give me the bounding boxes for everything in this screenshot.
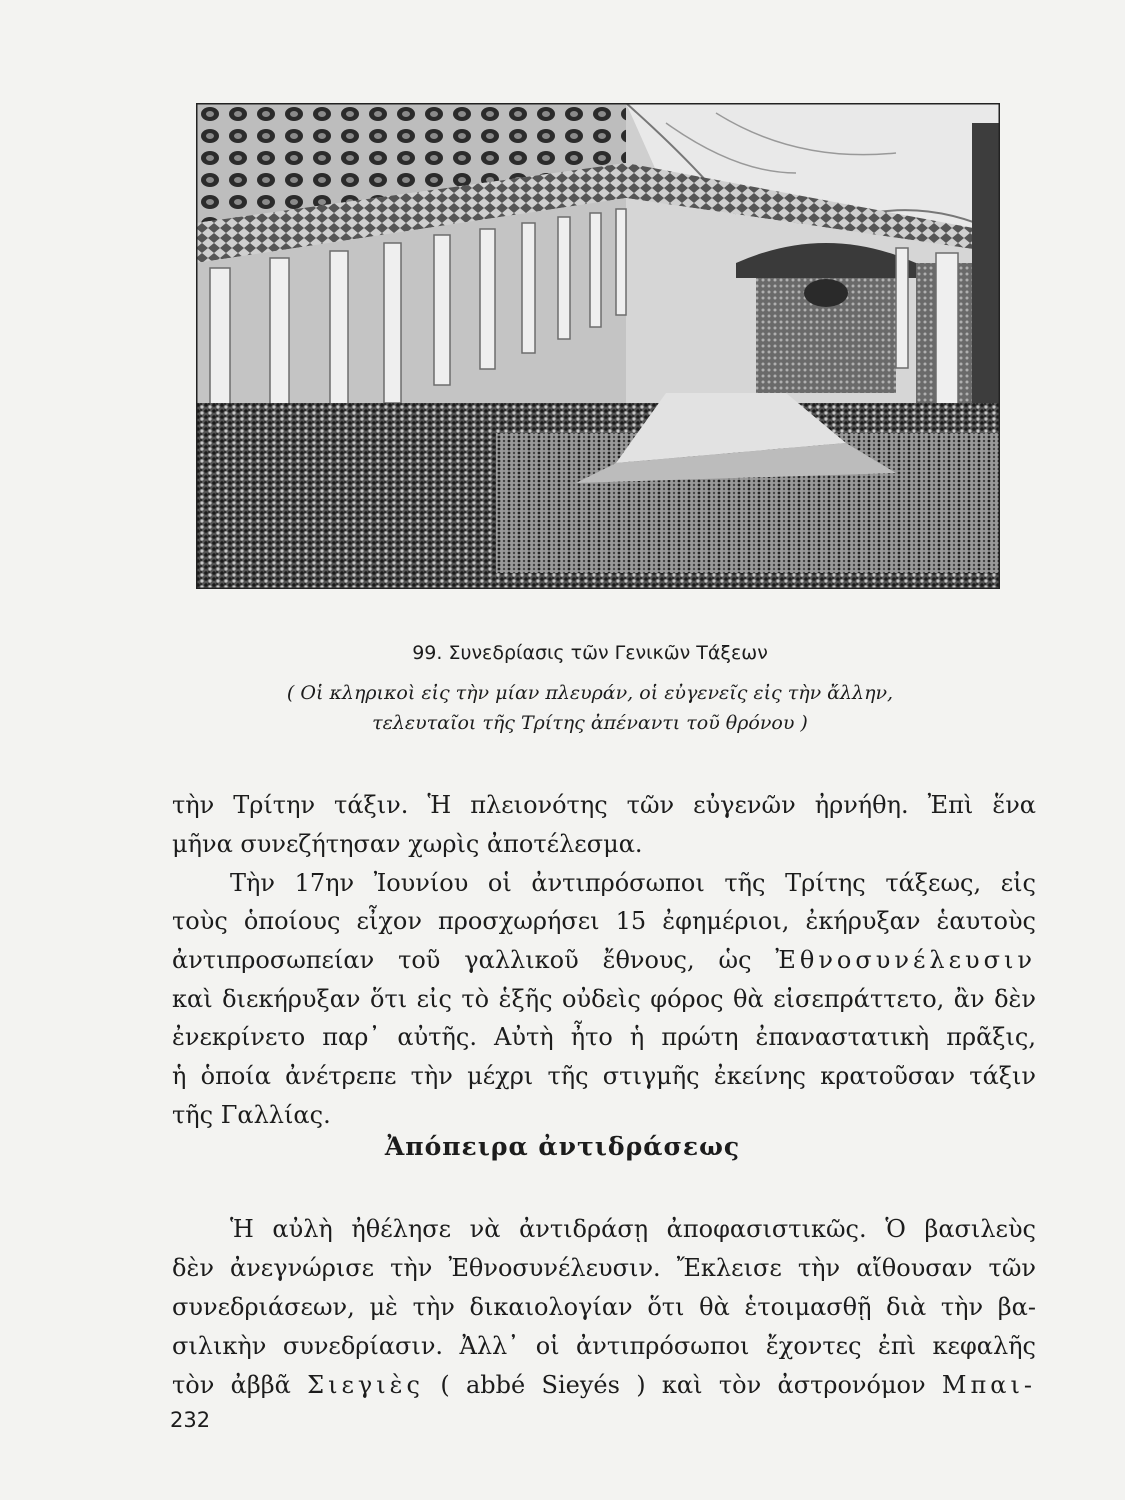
- text-line: ἐνεκρίνετο παρ᾽ αὐτῆς. Αὐτὴ ἦτο ἡ πρώτη ἐπαναστατικὴ πρᾶξις,: [172, 1023, 1036, 1051]
- text-line: συνεδριάσεων, μὲ τὴν δικαιολογίαν ὅτι θὰ ἑτοιμασθῇ διὰ τὴν βα-: [172, 1293, 1036, 1321]
- text-line: τῆς Γαλλίας.: [172, 1101, 331, 1129]
- engraving-illustration: [196, 103, 1000, 589]
- page-number: 232: [170, 1408, 211, 1432]
- figure-caption-line: τελευταῖοι τῆς Τρίτης ἀπέναντι τοῦ θρόνου ): [372, 712, 808, 734]
- text-line: μῆνα συνεζήτησαν χωρὶς ἀποτέλεσμα.: [172, 830, 643, 858]
- text-line: σιλικὴν συνεδρίασιν. Ἀλλ᾽ οἱ ἀντιπρόσωποι ἔχοντες ἐπὶ κεφαλῆς: [172, 1332, 1036, 1360]
- figure-caption-title: 99. Συνεδρίασις τῶν Γενικῶν Τάξεων: [412, 642, 768, 664]
- text-line: Τὴν 17ην Ἰουνίου οἱ ἀντιπρόσωποι τῆς Τρίτης τάξεως, εἰς: [230, 869, 1036, 897]
- text-span: ἀντιπροσωπείαν τοῦ γαλλικοῦ ἔθνους, ὡς: [172, 946, 776, 974]
- text-line: καὶ διεκήρυξαν ὅτι εἰς τὸ ἑξῆς οὐδεὶς φόρος θὰ εἰσεπράττετο, ἂν δὲν: [172, 985, 1036, 1013]
- text-line: Ἡ αὐλὴ ἠθέλησε νὰ ἀντιδράσῃ ἀποφασιστικῶς. Ὁ βασιλεὺς: [230, 1215, 1036, 1243]
- figure-caption-line: ( Οἱ κληρικοὶ εἰς τὴν μίαν πλευράν, οἱ εὐγενεῖς εἰς τὴν ἄλλην,: [286, 682, 894, 704]
- text-span: τὸν ἀββᾶ: [172, 1371, 308, 1399]
- text-line: δὲν ἀνεγνώρισε τὴν Ἐθνοσυνέλευσιν. Ἔκλεισε τὴν αἴθουσαν τῶν: [172, 1254, 1036, 1282]
- text-line: [172, 1370, 1036, 1400]
- text-span: ( abbé Sieyés ) καὶ τὸν ἀστρονόμον: [424, 1371, 942, 1399]
- text-line: ἡ ὁποία ἀνέτρεπε τὴν μέχρι τῆς στιγμῆς ἐκείνης κρατοῦσαν τάξιν: [172, 1062, 1036, 1090]
- text-line: τὴν Τρίτην τάξιν. Ἡ πλειονότης τῶν εὐγενῶν ἠρνήθη. Ἐπὶ ἕνα: [172, 791, 1036, 819]
- emphasized-term: Ἐθνοσυνέλευσιν: [775, 946, 1036, 974]
- text-line: τοὺς ὁποίους εἶχον προσχωρήσει 15 ἐφημέριοι, ἐκήρυξαν ἑαυτοὺς: [172, 907, 1036, 935]
- emphasized-term: Μπαι-: [941, 1371, 1036, 1399]
- emphasized-term: Σιεγιὲς: [307, 1371, 424, 1399]
- assembly-hall-engraving: [196, 103, 1000, 589]
- section-heading: Ἀπόπειρα ἀντιδράσεως: [384, 1132, 741, 1161]
- text-line: [172, 945, 1036, 975]
